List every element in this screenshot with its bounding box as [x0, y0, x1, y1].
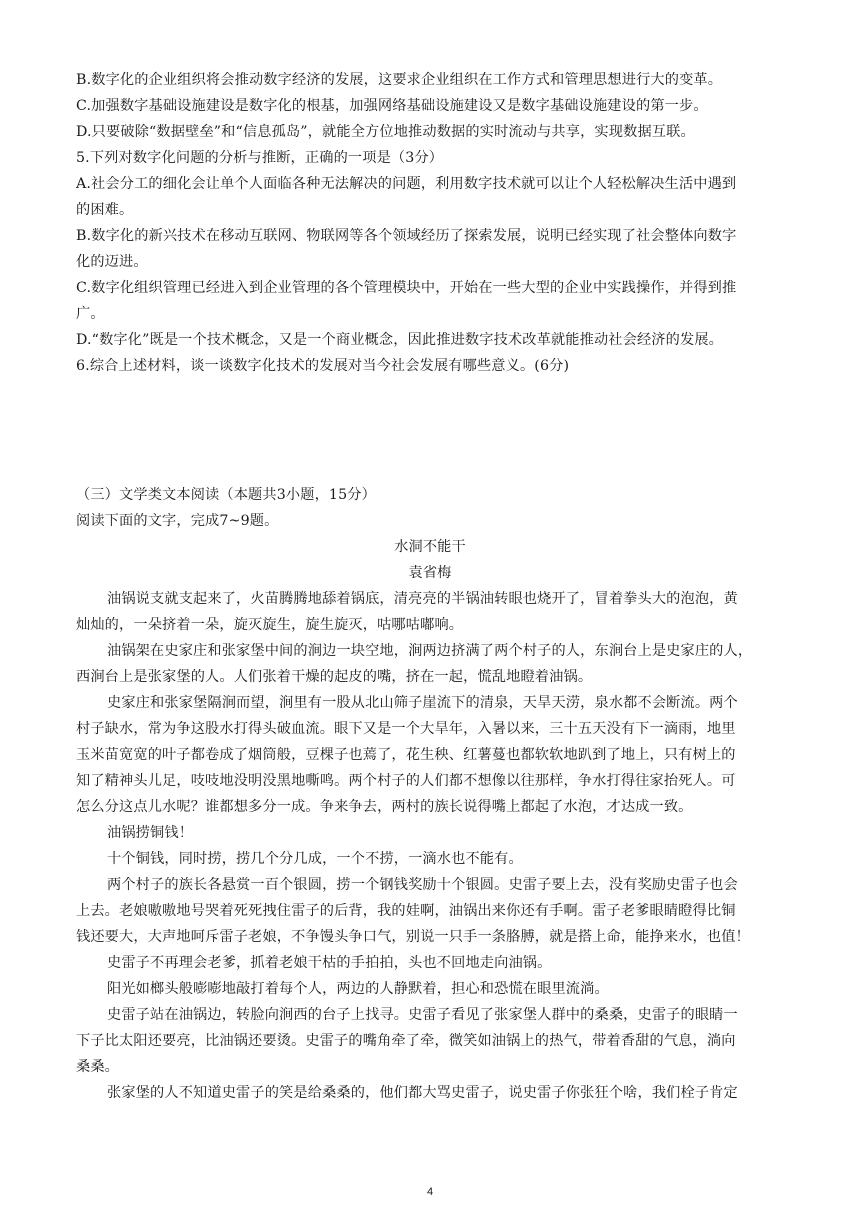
question-6: 6.综合上述材料，谈一谈数字化技术的发展对当今社会发展有哪些意义。(6分) — [76, 358, 570, 374]
text-line: 广。 — [76, 306, 105, 322]
text-line: B.数字化的新兴技术在移动互联网、物联网等各个领域经历了探索发展，说明已经实现了社会整体向数字 — [76, 228, 737, 244]
paragraph-line: 村子缺水，常为争这股水打得头破血流。眼下又是一个大旱年，入暑以来，三十五天没有下一滴雨，地里 — [76, 721, 736, 737]
text-line: C.加强数字基础设施建设是数字化的根基，加强网络基础设施建设又是数字基础设施建设的第一步。 — [76, 98, 708, 114]
paragraph-line: 阳光如榔头般嘭嘭地敲打着每个人，两边的人静默着，担心和恐慌在眼里流淌。 — [107, 981, 609, 997]
text-line: D.“数字化”既是一个技术概念，又是一个商业概念，因此推进数字技术改革就能推动社会经济的发展。 — [76, 332, 724, 348]
paragraph-line: 史家庄和张家堡隔涧而望，涧里有一股从北山筛子崖流下的清泉，天旱天涝，泉水都不会断流。两个 — [107, 695, 738, 711]
paragraph-line: 上去。老娘嗷嗷地号哭着死死拽住雷子的后背，我的娃啊，油锅出来你还有手啊。雷子老爹眼睛瞪得比铜 — [76, 903, 736, 919]
paragraph-line: 十个铜钱，同时捞，捞几个分几成，一个不捞，一滴水也不能有。 — [107, 851, 523, 867]
paragraph-line: 油锅说支就支起来了，火苗腾腾地舔着锅底，清亮亮的半锅油转眼也烧开了，冒着拳头大的泡泡，黄 — [107, 591, 738, 607]
paragraph-line: 桑桑。 — [76, 1059, 120, 1075]
question-5: 5.下列对数字化问题的分析与推断，正确的一项是（3分） — [76, 150, 444, 166]
text-line: 化的迈进。 — [76, 254, 148, 270]
story-author: 袁省梅 — [408, 565, 452, 581]
story-title: 水洞不能干 — [394, 539, 466, 555]
instruction: 阅读下面的文字，完成7~9题。 — [76, 513, 279, 529]
text-line: D.只要破除“数据壁垒”和“信息孤岛”，就能全方位地推动数据的实时流动与共享，实现数据互联。 — [76, 124, 695, 140]
paragraph-line: 史雷子站在油锅边，转脸向涧西的台子上找寻。史雷子看见了张家堡人群中的桑桑，史雷子的眼睛一 — [107, 1007, 738, 1023]
paragraph-line: 知了精神头儿足，吱吱地没明没黑地嘶鸣。两个村子的人们都不想像以往那样，争水打得往家抬死人。可 — [76, 773, 736, 789]
paragraph-line: 钱还要大，大声地呵斥雷子老娘，不争馒头争口气，别说一只手一条胳膊，就是搭上命，能挣来水，也值！ — [76, 929, 750, 945]
paragraph-line: 史雷子不再理会老爹，抓着老娘干枯的手拍拍，头也不回地走向油锅。 — [107, 955, 552, 971]
paragraph-line: 油锅架在史家庄和张家堡中间的涧边一块空地，涧两边挤满了两个村子的人，东涧台上是史家庄的人， — [107, 643, 753, 659]
paragraph-line: 怎么分这点儿水呢？谁都想多分一成。争来争去，两村的族长说得嘴上都起了水泡，才达成一致。 — [76, 799, 693, 815]
paragraph-line: 油锅捞铜钱！ — [107, 825, 194, 841]
paragraph-line: 玉米苗宽宽的叶子都卷成了烟筒般，豆棵子也蔫了，花生秧、红薯蔓也都软软地趴到了地上，只有树上的 — [76, 747, 736, 763]
text-line: A.社会分工的细化会让单个人面临各种无法解决的问题，利用数字技术就可以让个人轻松解决生活中遇到 — [76, 176, 737, 192]
paragraph-line: 张家堡的人不知道史雷子的笑是给桑桑的，他们都大骂史雷子，说史雷子你张狂个啥，我们栓子肯定 — [107, 1085, 738, 1101]
page-number: 4 — [426, 1186, 434, 1198]
section-heading: （三）文学类文本阅读（本题共3小题，15分） — [76, 487, 376, 503]
text-line: 的困难。 — [76, 202, 134, 218]
paragraph-line: 西涧台上是张家堡的人。人们张着干燥的起皮的嘴，挤在一起，慌乱地瞪着油锅。 — [76, 669, 593, 685]
paragraph-line: 灿灿的，一朵挤着一朵，旋灭旋生，旋生旋灭，咕哪咕嘟响。 — [76, 617, 464, 633]
text-line: B.数字化的企业组织将会推动数字经济的发展，这要求企业组织在工作方式和管理思想进行大的变革。 — [76, 72, 723, 88]
paragraph-line: 两个村子的族长各悬赏一百个银圆，捞一个钢钱奖励十个银圆。史雷子要上去，没有奖励史雷子也会 — [107, 877, 738, 893]
text-line: C.数字化组织管理已经进入到企业管理的各个管理模块中，开始在一些大型的企业中实践操作，并得到推 — [76, 280, 737, 296]
paragraph-line: 下子比太阳还要亮，比油锅还要烫。史雷子的嘴角牵了牵，微笑如油锅上的热气，带着香甜的气息，淌向 — [76, 1033, 736, 1049]
